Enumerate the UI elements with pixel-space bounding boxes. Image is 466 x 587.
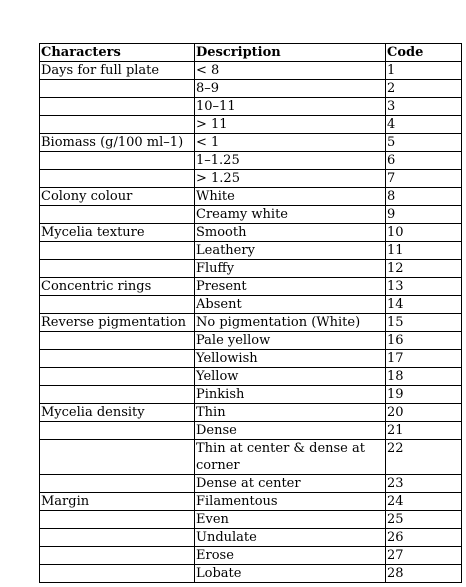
cell-character	[40, 98, 195, 116]
cell-code: 26	[386, 529, 462, 547]
table-header-row	[40, 44, 462, 62]
cell-character: Mycelia density	[40, 404, 195, 422]
cell-character	[40, 368, 195, 386]
cell-character	[40, 529, 195, 547]
cell-character	[40, 350, 195, 368]
cell-description: Even	[195, 511, 386, 529]
cell-code: 28	[386, 565, 462, 583]
cell-character	[40, 116, 195, 134]
cell-character	[40, 386, 195, 404]
cell-description: Lobate	[195, 565, 386, 583]
table-row	[40, 224, 462, 242]
table-row	[40, 368, 462, 386]
table-row	[40, 152, 462, 170]
cell-code: 17	[386, 350, 462, 368]
cell-character	[40, 475, 195, 493]
cell-code: 4	[386, 116, 462, 134]
table-row	[40, 475, 462, 493]
cell-character: Days for full plate	[40, 62, 195, 80]
cell-description: Yellow	[195, 368, 386, 386]
cell-code: 6	[386, 152, 462, 170]
cell-description: Thin	[195, 404, 386, 422]
characters-code-table	[39, 43, 462, 583]
cell-description: Leathery	[195, 242, 386, 260]
cell-description: Thin at center & dense at corner	[195, 440, 386, 475]
cell-description: < 8	[195, 62, 386, 80]
cell-character	[40, 170, 195, 188]
cell-character: Colony colour	[40, 188, 195, 206]
cell-character: Reverse pigmentation	[40, 314, 195, 332]
cell-code: 13	[386, 278, 462, 296]
cell-description: Creamy white	[195, 206, 386, 224]
cell-character	[40, 152, 195, 170]
cell-character	[40, 440, 195, 475]
table-row	[40, 422, 462, 440]
header-characters: Characters	[40, 44, 195, 62]
table-row	[40, 260, 462, 278]
cell-character	[40, 511, 195, 529]
table-row	[40, 493, 462, 511]
cell-description: Dense	[195, 422, 386, 440]
cell-code: 12	[386, 260, 462, 278]
table-row	[40, 206, 462, 224]
cell-description: Smooth	[195, 224, 386, 242]
cell-character	[40, 242, 195, 260]
cell-code: 3	[386, 98, 462, 116]
table-row	[40, 296, 462, 314]
cell-code: 8	[386, 188, 462, 206]
table-row	[40, 80, 462, 98]
cell-description: Dense at center	[195, 475, 386, 493]
cell-description: Absent	[195, 296, 386, 314]
table-row	[40, 440, 462, 475]
cell-character: Mycelia texture	[40, 224, 195, 242]
cell-code: 25	[386, 511, 462, 529]
cell-character	[40, 80, 195, 98]
cell-code: 9	[386, 206, 462, 224]
cell-description: 8–9	[195, 80, 386, 98]
cell-character: Biomass (g/100 ml–1)	[40, 134, 195, 152]
cell-code: 2	[386, 80, 462, 98]
table-row	[40, 565, 462, 583]
cell-code: 14	[386, 296, 462, 314]
cell-character: Concentric rings	[40, 278, 195, 296]
table-row	[40, 529, 462, 547]
table-row	[40, 134, 462, 152]
cell-code: 20	[386, 404, 462, 422]
cell-code: 27	[386, 547, 462, 565]
table-row	[40, 547, 462, 565]
cell-description: Yellowish	[195, 350, 386, 368]
cell-code: 22	[386, 440, 462, 475]
table-row	[40, 332, 462, 350]
cell-description: Fluffy	[195, 260, 386, 278]
cell-code: 21	[386, 422, 462, 440]
table-body	[40, 62, 462, 583]
cell-code: 7	[386, 170, 462, 188]
header-code: Code	[386, 44, 462, 62]
table-row	[40, 278, 462, 296]
cell-code: 11	[386, 242, 462, 260]
table-row	[40, 314, 462, 332]
cell-description: Undulate	[195, 529, 386, 547]
cell-character	[40, 296, 195, 314]
cell-character	[40, 332, 195, 350]
cell-description: Pale yellow	[195, 332, 386, 350]
cell-code: 5	[386, 134, 462, 152]
cell-character	[40, 547, 195, 565]
table-row	[40, 242, 462, 260]
cell-character: Margin	[40, 493, 195, 511]
cell-description: No pigmentation (White)	[195, 314, 386, 332]
table-row	[40, 98, 462, 116]
cell-description: Present	[195, 278, 386, 296]
cell-description: > 11	[195, 116, 386, 134]
table-row	[40, 511, 462, 529]
cell-description: > 1.25	[195, 170, 386, 188]
table-row	[40, 188, 462, 206]
table-row	[40, 350, 462, 368]
cell-character	[40, 422, 195, 440]
cell-description: Pinkish	[195, 386, 386, 404]
cell-code: 19	[386, 386, 462, 404]
cell-description: White	[195, 188, 386, 206]
cell-code: 15	[386, 314, 462, 332]
cell-description: < 1	[195, 134, 386, 152]
table-row	[40, 386, 462, 404]
cell-description: 1–1.25	[195, 152, 386, 170]
cell-description: 10–11	[195, 98, 386, 116]
table-row	[40, 170, 462, 188]
cell-description: Erose	[195, 547, 386, 565]
cell-character	[40, 260, 195, 278]
cell-character	[40, 565, 195, 583]
table-row	[40, 116, 462, 134]
cell-code: 18	[386, 368, 462, 386]
cell-code: 10	[386, 224, 462, 242]
cell-character	[40, 206, 195, 224]
cell-description: Filamentous	[195, 493, 386, 511]
cell-code: 1	[386, 62, 462, 80]
table-row	[40, 404, 462, 422]
cell-code: 16	[386, 332, 462, 350]
table-row	[40, 62, 462, 80]
cell-code: 24	[386, 493, 462, 511]
cell-code: 23	[386, 475, 462, 493]
header-description: Description	[195, 44, 386, 62]
